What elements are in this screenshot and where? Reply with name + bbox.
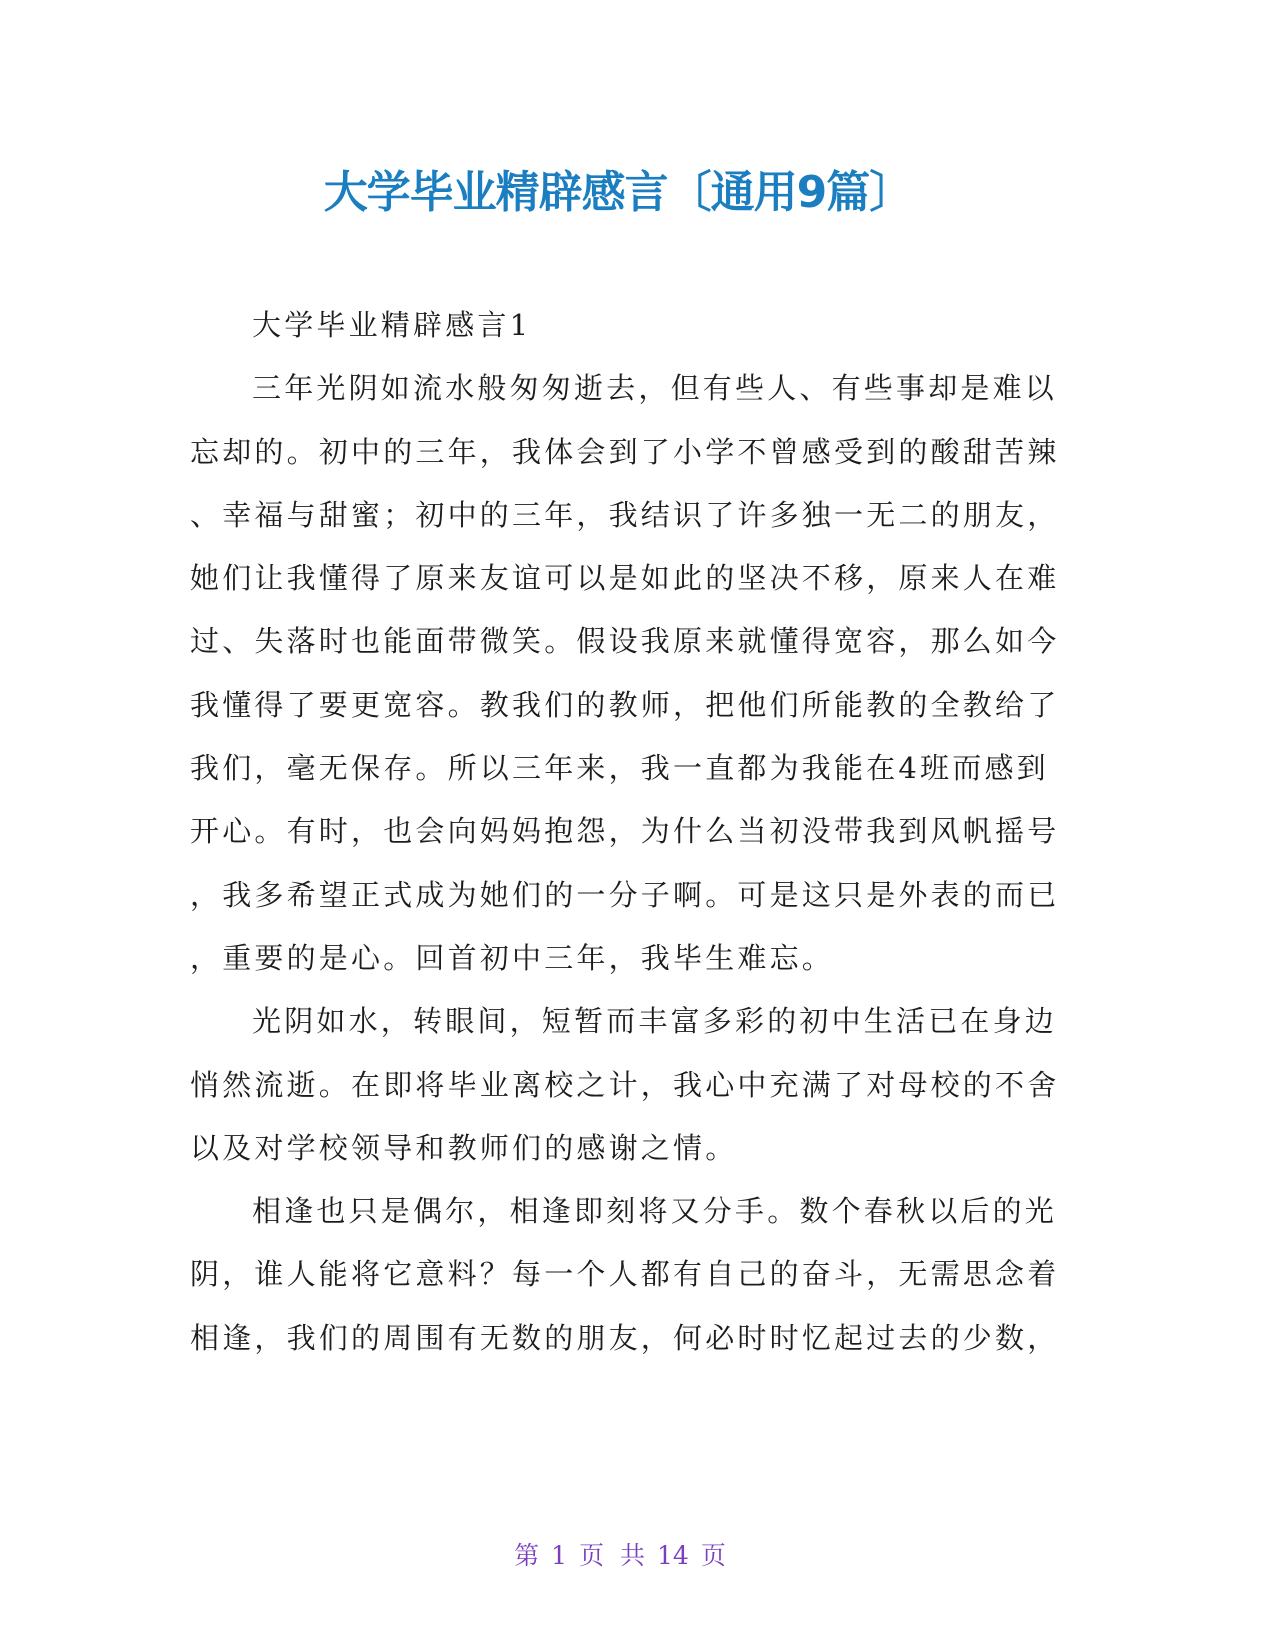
paragraph-line: 过、失落时也能面带微笑。假设我原来就懂得宽容，那么如今: [190, 624, 1060, 659]
paragraph-line: 相逢，我们的周围有无数的朋友，何必时时忆起过去的少数，: [190, 1320, 1060, 1355]
paragraph-line: 我们，毫无保存。所以三年来，我一直都为我能在4班而感到: [190, 751, 1049, 786]
page-label-prefix: 第: [514, 1541, 540, 1570]
document-title: 大学毕业精辟感言〔通用9篇〕: [323, 167, 913, 218]
paragraph-line: 阴，谁人能将它意料？每一个人都有自己的奋斗，无需思念着: [190, 1257, 1060, 1292]
document-body: [190, 302, 1090, 1378]
paragraph-line: ，重要的是心。回首初中三年，我毕生难忘。: [190, 940, 835, 975]
paragraph-line: 三年光阴如流水般匆匆逝去，但有些人、有些事却是难以: [252, 371, 1058, 406]
paragraph-line: 、幸福与甜蜜；初中的三年，我结识了许多独一无二的朋友，: [190, 497, 1060, 532]
paragraph-line: 以及对学校领导和教师们的感谢之情。: [190, 1130, 738, 1165]
page-label-suffix: 页: [700, 1541, 726, 1570]
paragraph-line: 开心。有时，也会向妈妈抱怨，为什么当初没带我到风帆摇号: [190, 814, 1060, 849]
paragraph-line: 我懂得了要更宽容。教我们的教师，把他们所能教的全教给了: [190, 687, 1060, 722]
total-pages-number: 14: [657, 1541, 689, 1570]
paragraph-line: 相逢也只是偶尔，相逢即刻将又分手。数个春秋以后的光: [252, 1194, 1058, 1229]
paragraph-line: 悄然流逝。在即将毕业离校之计，我心中充满了对母校的不舍: [190, 1067, 1060, 1102]
page-number-footer: [0, 1536, 1240, 1572]
paragraph-line: ，我多希望正式成为她们的一分子啊。可是这只是外表的而已: [190, 877, 1060, 912]
current-page-number: 1: [551, 1541, 568, 1570]
paragraph-line: 光阴如水，转眼间，短暂而丰富多彩的初中生活已在身边: [252, 1004, 1058, 1039]
page-label-mid: 页 共: [579, 1541, 646, 1570]
paragraph-line: 忘却的。初中的三年，我体会到了小学不曾感受到的酸甜苦辣: [190, 434, 1060, 469]
paragraph-line: 她们让我懂得了原来友谊可以是如此的坚决不移，原来人在难: [190, 561, 1060, 596]
section-heading: 大学毕业精辟感言1: [252, 308, 532, 342]
